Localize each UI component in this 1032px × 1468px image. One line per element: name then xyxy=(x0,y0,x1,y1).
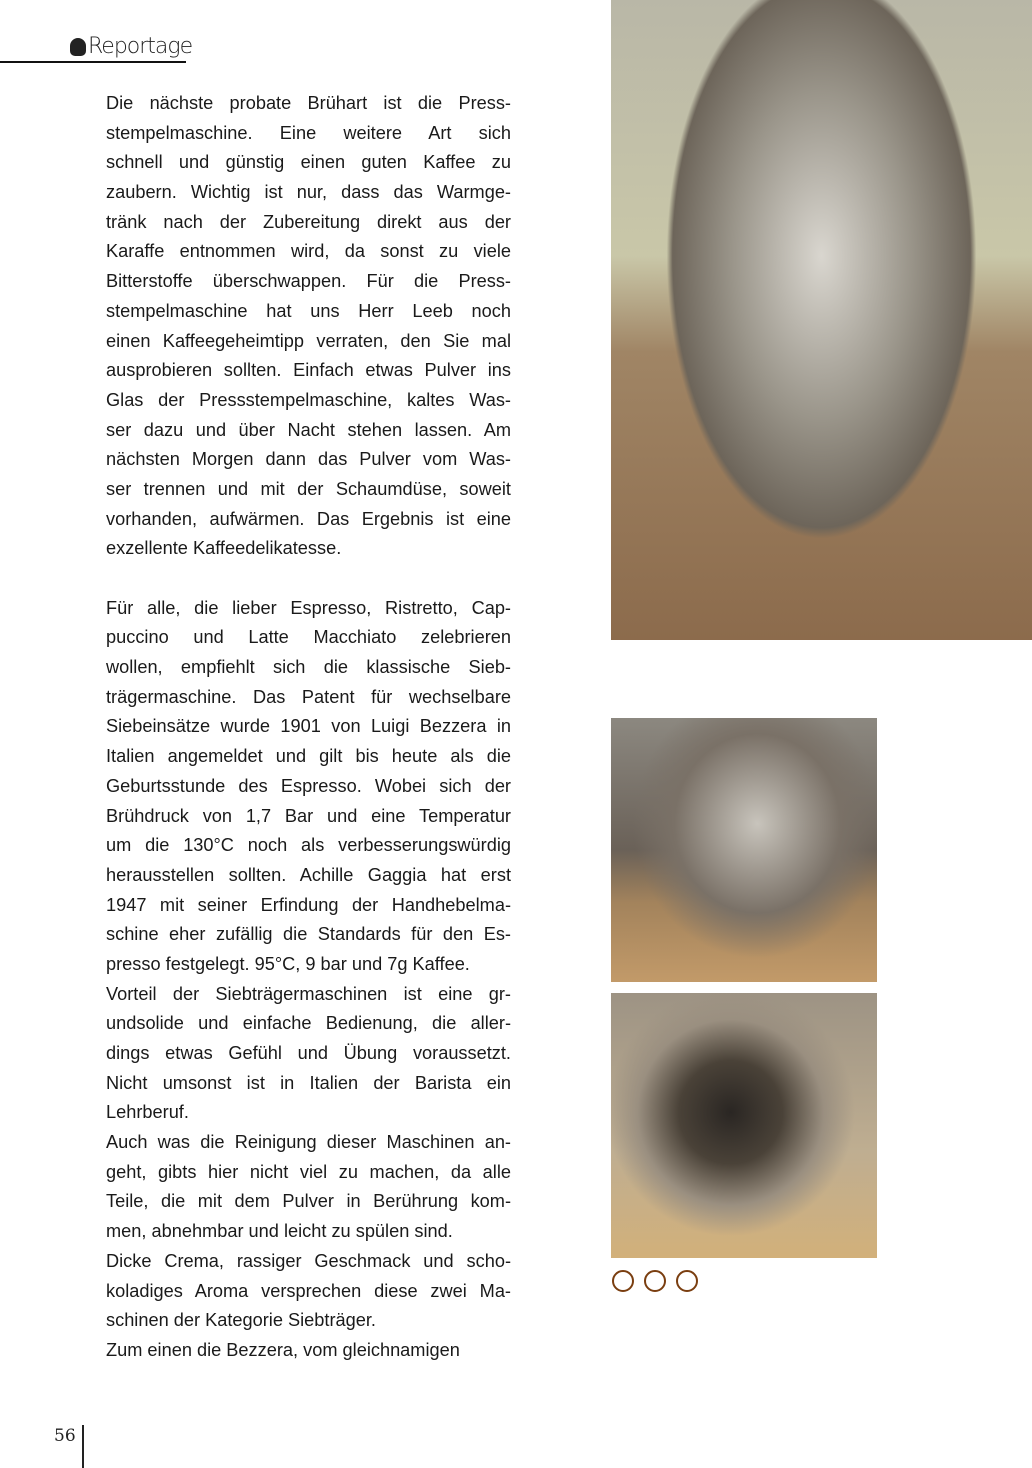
text-line: ser trennen und mit der Schaumdüse, soweit xyxy=(106,478,511,499)
gallery-dot[interactable] xyxy=(644,1270,666,1292)
header-rule xyxy=(0,61,186,63)
text-line: Bitterstoffe überschwappen. Für die Press- xyxy=(106,271,511,292)
text-line: Die nächste probate Brühart ist die Press- xyxy=(106,93,511,113)
text-line: schnell und günstig einen guten Kaffee zu xyxy=(106,152,511,173)
text-line: schinen der Kategorie Siebträger. xyxy=(106,1310,376,1331)
espresso-machine-photo xyxy=(611,993,877,1258)
text-line: puccino und Latte Macchiato zelebrieren xyxy=(106,627,511,648)
text-line: exzellente Kaffeedelikatesse. xyxy=(106,538,342,559)
text-line: Karaffe entnommen wird, da sonst zu viele xyxy=(106,241,511,262)
paragraph xyxy=(106,1247,511,1336)
page-number-rule xyxy=(82,1425,84,1468)
paragraph xyxy=(106,1336,511,1366)
bezzera-espresso-machine-photo xyxy=(611,718,877,982)
text-line: Teile, die mit dem Pulver in Berührung kom- xyxy=(106,1191,511,1212)
text-line: Vorteil der Siebträgermaschinen ist eine gr- xyxy=(106,983,511,1004)
text-line: nächsten Morgen dann das Pulver vom Was- xyxy=(106,449,511,470)
text-line: zaubern. Wichtig ist nur, dass das Warmge- xyxy=(106,182,511,203)
article-text xyxy=(106,89,511,1366)
gallery-pagination xyxy=(612,1270,698,1292)
text-line: tränk nach der Zubereitung direkt aus der xyxy=(106,211,511,232)
text-line: Brühdruck von 1,7 Bar und eine Temperatur xyxy=(106,805,511,826)
text-line: Lehrberuf. xyxy=(106,1102,189,1123)
text-line: um die 130°C noch als verbesserungswürdig xyxy=(106,835,511,856)
text-line: 1947 mit seiner Erfindung der Handhebelma- xyxy=(106,894,511,915)
page-number: 56 xyxy=(54,1426,76,1446)
text-line: einen Kaffeegeheimtipp verraten, den Sie mal xyxy=(106,330,511,351)
text-line: Zum einen die Bezzera, vom gleichnamigen xyxy=(106,1339,460,1360)
text-line: herausstellen sollten. Achille Gaggia hat erst xyxy=(106,864,511,885)
text-line: Auch was die Reinigung dieser Maschinen an- xyxy=(106,1132,511,1153)
text-line: Italien angemeldet und gilt bis heute als die xyxy=(106,746,511,767)
text-line: koladiges Aroma versprechen diese zwei Ma- xyxy=(106,1280,511,1301)
section-title: Reportage xyxy=(88,34,193,59)
text-line: Für alle, die lieber Espresso, Ristretto, Cap- xyxy=(106,597,511,618)
text-line: presso festgelegt. 95°C, 9 bar und 7g Kaffee. xyxy=(106,953,470,974)
text-line: vorhanden, aufwärmen. Das Ergebnis ist eine xyxy=(106,508,511,529)
text-line: dings etwas Gefühl und Übung voraussetzt. xyxy=(106,1043,511,1063)
text-line: men, abnehmbar und leicht zu spülen sind. xyxy=(106,1221,453,1242)
skull-icon xyxy=(70,38,86,56)
text-line: schine eher zufällig die Standards für den Es- xyxy=(106,924,511,945)
text-line: ser dazu und über Nacht stehen lassen. Am xyxy=(106,419,511,440)
text-line: geht, gibts hier nicht viel zu machen, da alle xyxy=(106,1161,511,1182)
text-line: stempelmaschine. Eine weitere Art sich xyxy=(106,122,511,143)
paragraph xyxy=(106,89,511,564)
paragraph xyxy=(106,980,511,1128)
text-line: undsolide und einfache Bedienung, die aller- xyxy=(106,1013,511,1034)
text-line: ausprobieren sollten. Einfach etwas Pulver ins xyxy=(106,360,511,381)
text-line: Siebeinsätze wurde 1901 von Luigi Bezzera in xyxy=(106,716,511,737)
french-press-photo xyxy=(611,0,1032,640)
gallery-dot[interactable] xyxy=(612,1270,634,1292)
text-line: Dicke Crema, rassiger Geschmack und scho- xyxy=(106,1250,511,1271)
text-line: wollen, empfiehlt sich die klassische Sieb- xyxy=(106,657,511,678)
paragraph-gap xyxy=(106,564,511,594)
text-line: Geburtsstunde des Espresso. Wobei sich der xyxy=(106,775,511,796)
paragraph xyxy=(106,1128,511,1247)
text-line: stempelmaschine hat uns Herr Leeb noch xyxy=(106,300,511,321)
gallery-dot[interactable] xyxy=(676,1270,698,1292)
text-line: Nicht umsonst ist in Italien der Barista ein xyxy=(106,1072,511,1093)
paragraph xyxy=(106,594,511,980)
text-line: trägermaschine. Das Patent für wechselbare xyxy=(106,686,511,707)
text-line: Glas der Pressstempelmaschine, kaltes Was- xyxy=(106,389,511,410)
